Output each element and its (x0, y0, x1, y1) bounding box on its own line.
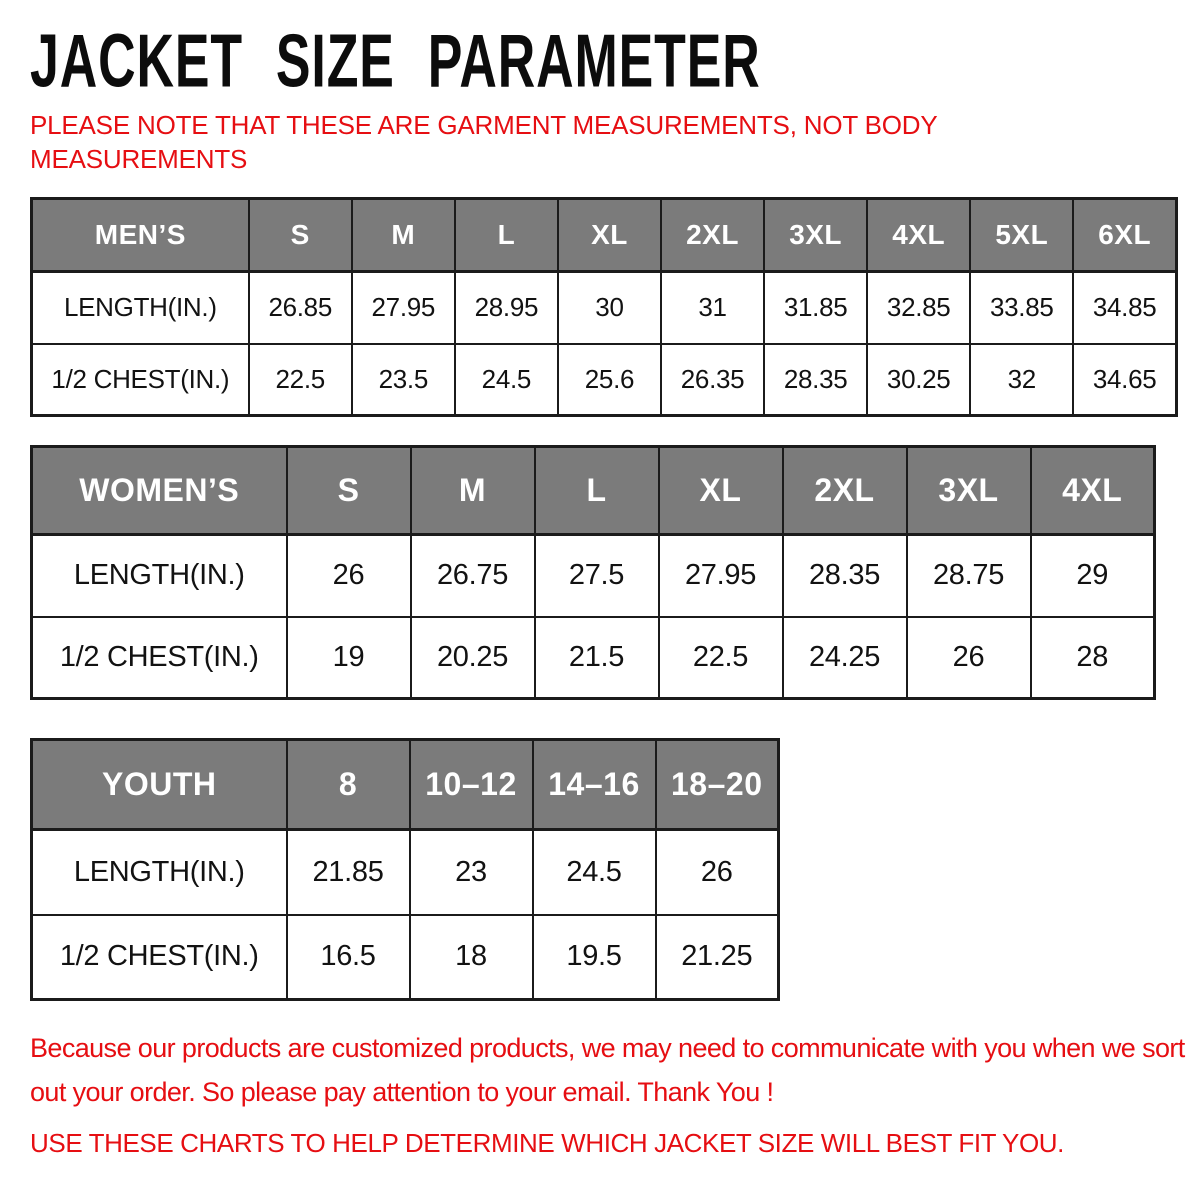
size-col-header: 3XL (764, 199, 867, 272)
size-col-header: 5XL (970, 199, 1073, 272)
table-row (32, 272, 1177, 344)
value-cell: 27.5 (535, 535, 659, 617)
value-cell: 25.6 (558, 344, 661, 416)
value-cell: 32 (970, 344, 1073, 416)
value-cell: 27.95 (352, 272, 455, 344)
value-cell: 19.5 (533, 915, 656, 1000)
youth-size-table (30, 738, 780, 1001)
value-cell: 23.5 (352, 344, 455, 416)
table-row (32, 344, 1177, 416)
size-col-header: 10–12 (410, 740, 533, 830)
table-row (32, 915, 779, 1000)
value-cell: 26.75 (411, 535, 535, 617)
size-col-header: M (352, 199, 455, 272)
value-cell: 30.25 (867, 344, 970, 416)
size-col-header: 4XL (867, 199, 970, 272)
garment-measurement-note: PLEASE NOTE THAT THESE ARE GARMENT MEASUREMENTS, NOT BODY MEASUREMENTS (30, 110, 937, 174)
value-cell: 26 (287, 535, 411, 617)
value-cell: 28.35 (783, 535, 907, 617)
value-cell: 30 (558, 272, 661, 344)
size-col-header: M (411, 447, 535, 535)
value-cell: 34.65 (1073, 344, 1176, 416)
table-row (32, 535, 1155, 617)
size-col-header: S (287, 447, 411, 535)
value-cell: 28.75 (907, 535, 1031, 617)
size-col-header: L (535, 447, 659, 535)
size-col-header: L (455, 199, 558, 272)
chart-usage-advice: USE THESE CHARTS TO HELP DETERMINE WHICH JACKET SIZE WILL BEST FIT YOU. (30, 1128, 1064, 1158)
table-header-row (32, 447, 1155, 535)
row-label-cell: LENGTH(IN.) (32, 830, 287, 915)
size-col-header: 4XL (1031, 447, 1155, 535)
value-cell: 26.35 (661, 344, 764, 416)
row-label-cell: 1/2 CHEST(IN.) (32, 344, 249, 416)
size-col-header: S (249, 199, 352, 272)
row-label-cell: 1/2 CHEST(IN.) (32, 915, 287, 1000)
size-col-header: 3XL (907, 447, 1031, 535)
row-label-cell: LENGTH(IN.) (32, 535, 287, 617)
value-cell: 19 (287, 617, 411, 699)
value-cell: 28.95 (455, 272, 558, 344)
value-cell: 21.25 (656, 915, 779, 1000)
corner-cell: MEN’S (32, 199, 249, 272)
mens-size-table (30, 197, 1178, 417)
value-cell: 26 (907, 617, 1031, 699)
table-row (32, 617, 1155, 699)
value-cell: 21.85 (287, 830, 410, 915)
value-cell: 16.5 (287, 915, 410, 1000)
value-cell: 28.35 (764, 344, 867, 416)
size-col-header: 2XL (783, 447, 907, 535)
value-cell: 26 (656, 830, 779, 915)
value-cell: 28 (1031, 617, 1155, 699)
value-cell: 33.85 (970, 272, 1073, 344)
page-title: JACKET SIZE PARAMETER (30, 18, 761, 104)
size-col-header: 2XL (661, 199, 764, 272)
value-cell: 18 (410, 915, 533, 1000)
size-col-header: 14–16 (533, 740, 656, 830)
value-cell: 29 (1031, 535, 1155, 617)
value-cell: 31 (661, 272, 764, 344)
womens-size-table (30, 445, 1156, 700)
value-cell: 31.85 (764, 272, 867, 344)
size-col-header: 8 (287, 740, 410, 830)
value-cell: 22.5 (249, 344, 352, 416)
table-row (32, 830, 779, 915)
value-cell: 26.85 (249, 272, 352, 344)
value-cell: 20.25 (411, 617, 535, 699)
value-cell: 21.5 (535, 617, 659, 699)
size-col-header: XL (558, 199, 661, 272)
value-cell: 32.85 (867, 272, 970, 344)
value-cell: 24.5 (455, 344, 558, 416)
value-cell: 24.25 (783, 617, 907, 699)
size-col-header: 18–20 (656, 740, 779, 830)
row-label-cell: 1/2 CHEST(IN.) (32, 617, 287, 699)
value-cell: 22.5 (659, 617, 783, 699)
table-header-row (32, 199, 1177, 272)
value-cell: 27.95 (659, 535, 783, 617)
value-cell: 34.85 (1073, 272, 1176, 344)
size-col-header: XL (659, 447, 783, 535)
customization-notice: Because our products are customized products, we may need to communicate with you when we sort out your order. So please pay attention to your email. Thank You ! (30, 1033, 1185, 1107)
corner-cell: WOMEN’S (32, 447, 287, 535)
value-cell: 24.5 (533, 830, 656, 915)
row-label-cell: LENGTH(IN.) (32, 272, 249, 344)
table-header-row (32, 740, 779, 830)
size-col-header: 6XL (1073, 199, 1176, 272)
value-cell: 23 (410, 830, 533, 915)
corner-cell: YOUTH (32, 740, 287, 830)
